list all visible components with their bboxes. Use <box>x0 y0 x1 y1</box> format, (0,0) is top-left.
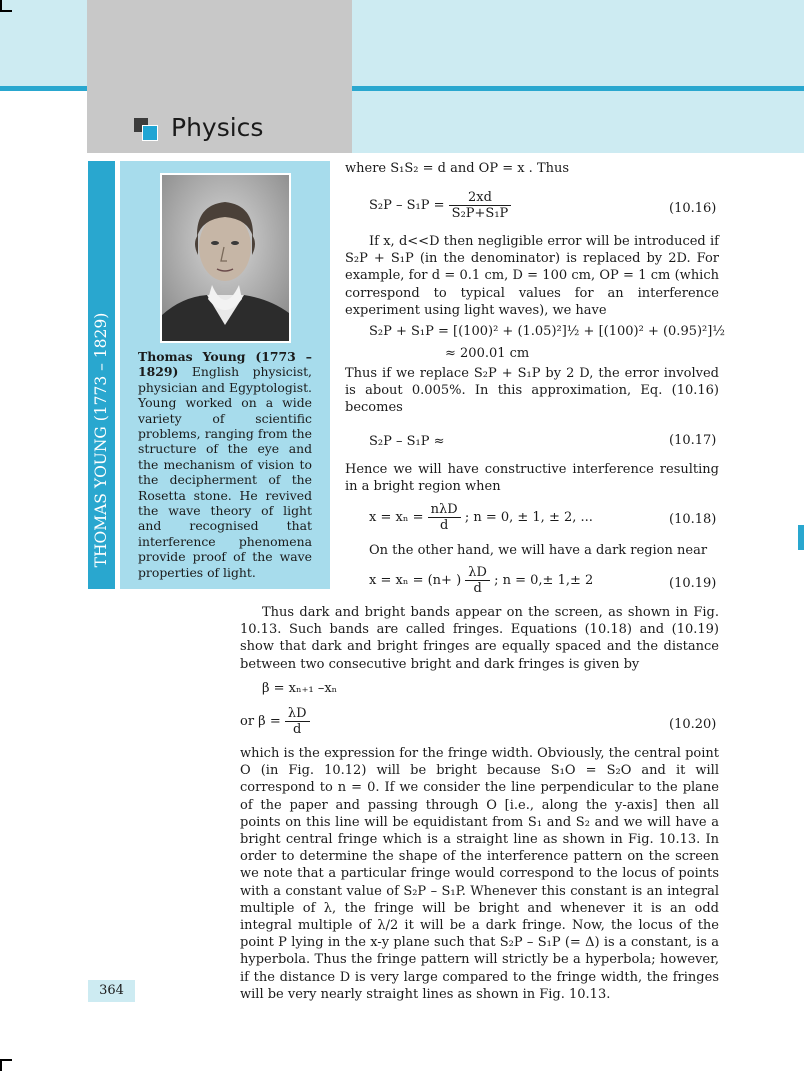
paragraph-fringe-width: which is the expression for the fringe width. Obviously, the central point O (in Fig. 10.12) will be bright because S₁O = S₂O and it will correspond to n = 0. If we consider the line perpendicular to the plane of the paper and passing through O [i.e., along the y-axis] then all points on this line will be equidistant from S₁ and S₂ and we will have a bright central fringe which is a straight line as shown in Fig. 10.13. In order to determine the shape of the interference pattern on the screen we note that a particular fringe would correspond to the locus of points with a constant value of S₂P – S₁P. Whenever this constant is an integral multiple of λ, the fringe will be bright and whenever it is an odd integral multiple of λ/2 it will be a dark fringe. Now, the locus of the point P lying in the x-y plane such that S₂P – S₁P (= Δ) is a constant, is a hyperbola. Thus the fringe pattern will strictly be a hyperbola; however, if the distance D is very large compared to the fringe width, the fringes will be very nearly straight lines as shown in Fig. 10.13. <box>240 746 719 1002</box>
eq-10-19-lhs: x = xₙ = (n+ ) <box>369 573 462 588</box>
eq-10-20-number: (10.20) <box>669 717 717 732</box>
eq-10-20-fraction <box>285 706 310 737</box>
eq-10-18-fraction <box>428 502 461 533</box>
eq-10-19-numerator: λD <box>465 565 490 581</box>
equation-10-20 <box>240 706 310 737</box>
paragraph-error: Thus if we replace S₂P + S₁P by 2 D, the error involved is about 0.005%. In this approximation, Eq. (10.16) becomes <box>345 366 719 416</box>
eq-10-20-lhs: or β = <box>240 714 281 729</box>
eq-10-16-number: (10.16) <box>669 201 717 216</box>
eq-10-20-numerator: λD <box>285 706 310 722</box>
eq-10-16-lhs: S₂P – S₁P = <box>369 198 445 213</box>
crop-mark-top-left-h <box>0 10 12 12</box>
eq-10-19-rhs: ; n = 0,± 1,± 2 <box>494 573 594 588</box>
portrait-image <box>160 173 291 343</box>
eq-10-19-denominator: d <box>473 581 482 596</box>
eq-10-16-numerator: 2xd <box>449 190 512 206</box>
where-line: where S₁S₂ = d and OP = x . Thus <box>345 161 570 176</box>
equation-10-18 <box>369 502 593 533</box>
eq-10-18-lhs: x = xₙ = <box>369 510 424 525</box>
eq-10-19-fraction <box>465 565 490 596</box>
eq-10-18-numerator: nλD <box>428 502 461 518</box>
eq-10-17-number: (10.17) <box>669 433 717 448</box>
paragraph-approximation: If x, d<<D then negligible error will be introduced if S₂P + S₁P (in the denominator) is replaced by 2D. For example, for d = 0.1 cm, D = 100 cm, OP = 1 cm (which correspond to typical values for an interference experiment using light waves), we have <box>345 234 719 318</box>
crop-mark-bottom-left-h <box>0 1059 12 1061</box>
eq-10-19-number: (10.19) <box>669 576 717 591</box>
paragraph-fringes: Thus dark and bright bands appear on the screen, as shown in Fig. 10.13. Such bands are called fringes. Equations (10.18) and (10.19) show that dark and bright fringes are equally spaced and the distance between two consecutive bright and dark fringes is given by <box>240 605 719 672</box>
page-edge-tab <box>798 525 804 550</box>
equation-beta: β = xₙ₊₁ –xₙ <box>262 681 338 696</box>
eq-10-18-denominator: d <box>439 518 449 533</box>
sidebar-vertical-label: THOMAS YOUNG (1773 – 1829) <box>92 312 110 568</box>
eq-10-16-denominator: S₂P+S₁P <box>451 206 509 221</box>
biography-name: Thomas Young (1773 – 1829) <box>138 349 312 380</box>
equation-10-16 <box>369 190 511 221</box>
equation-sum: S₂P + S₁P = [(100)² + (1.05)²]½ + [(100)² + (0.95)²]½ <box>369 324 725 339</box>
equation-10-17: S₂P – S₁P ≈ <box>369 434 445 449</box>
paragraph-constructive: Hence we will have constructive interference resulting in a bright region when <box>345 462 719 495</box>
chapter-title: Physics <box>171 113 264 142</box>
page-number: 364 <box>88 980 135 1002</box>
biography-body: English physicist, physician and Egyptologist. Young worked on a wide variety of scientific problems, ranging from the structure of the eye and the mechanism of vision to the decipherment of the Rosetta stone. He revived the wave theory of light and recognised that interference phenomena provide proof of the wave properties of light. <box>138 364 312 580</box>
paragraph-dark: On the other hand, we will have a dark region near <box>369 543 708 558</box>
equation-sum-result: ≈ 200.01 cm <box>445 346 530 361</box>
chapter-squares-icon <box>134 118 158 140</box>
eq-10-18-number: (10.18) <box>669 512 717 527</box>
eq-10-18-rhs: ; n = 0, ± 1, ± 2, ... <box>464 510 593 525</box>
biography-text <box>138 349 312 580</box>
equation-10-19 <box>369 565 593 596</box>
header-band-lower <box>352 91 804 153</box>
eq-10-16-fraction <box>449 190 512 221</box>
eq-10-20-denominator: d <box>293 722 302 737</box>
